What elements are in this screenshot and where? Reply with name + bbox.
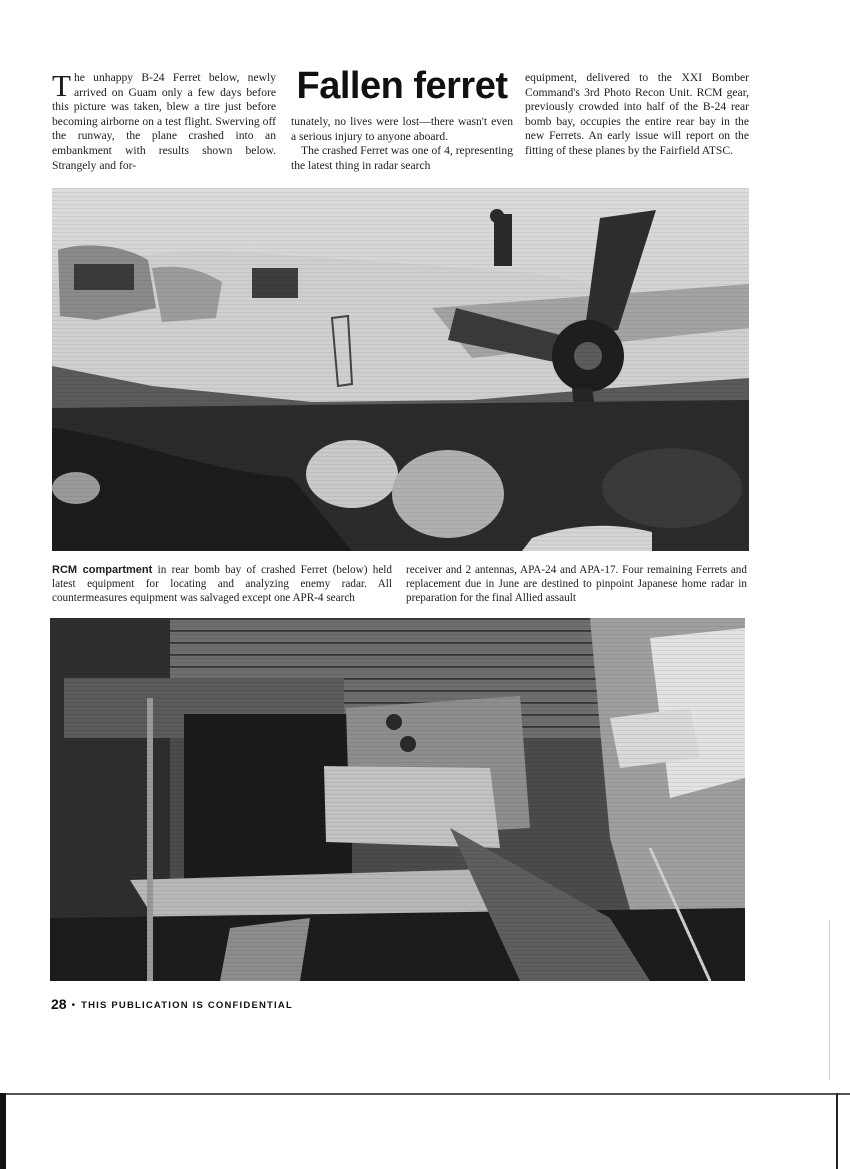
drop-cap: T bbox=[52, 68, 71, 103]
headline: Fallen ferret bbox=[296, 65, 508, 107]
caption-text: in rear bomb bay of crashed Ferret (below) held latest equipment for locating and analyzing enemy radar. All countermeasures equipment was salvaged except one APR-4 search bbox=[52, 564, 393, 604]
photo-caption-right bbox=[406, 563, 747, 605]
article-column-2 bbox=[291, 115, 513, 173]
page-footer bbox=[51, 996, 293, 1014]
article-paragraph: equipment, delivered to the XXI Bomber Command's 3rd Photo Recon Unit. RCM gear, previously crowded into half of the B-24 rear bomb bay, occupies the entire rear bay in the new Ferrets. An early issue will report on the fitting of these planes by the Fairfield ATSC. bbox=[525, 71, 749, 157]
crashed-plane-photo bbox=[52, 188, 749, 551]
caption-lead: RCM compartment bbox=[52, 564, 153, 576]
article-paragraph: The crashed Ferret was one of 4, representing the latest thing in radar search bbox=[291, 144, 513, 172]
confidential-notice: THIS PUBLICATION IS CONFIDENTIAL bbox=[81, 1000, 293, 1011]
page-number: 28 bbox=[51, 996, 67, 1012]
article-paragraph: tunately, no lives were lost—there wasn't even a serious injury to anyone aboard. bbox=[291, 115, 513, 143]
article-paragraph bbox=[52, 68, 276, 173]
article-text: he unhappy B-24 Ferret below, newly arrived on Guam only a few days before this picture was taken, blew a tire just before becoming airborne on a test flight. Swerving off the runway, the plane crashed into an embankment with results shown below. Strangely and for- bbox=[52, 71, 276, 172]
article-column-1 bbox=[52, 68, 276, 173]
photo-caption-left bbox=[52, 563, 392, 605]
bullet-separator: • bbox=[71, 1000, 76, 1011]
caption-text: receiver and 2 antennas, APA-24 and APA-17. Four remaining Ferrets and replacement due in June are destined to pinpoint Japanese home radar in preparation for the final Allied assault bbox=[406, 564, 747, 604]
scan-edge-left bbox=[0, 1093, 6, 1169]
article-column-3 bbox=[525, 71, 749, 159]
rcm-compartment-photo bbox=[50, 618, 745, 981]
scan-edge-bottom bbox=[0, 1093, 850, 1095]
scan-edge-right bbox=[836, 1093, 838, 1169]
scan-mark bbox=[829, 920, 830, 1080]
